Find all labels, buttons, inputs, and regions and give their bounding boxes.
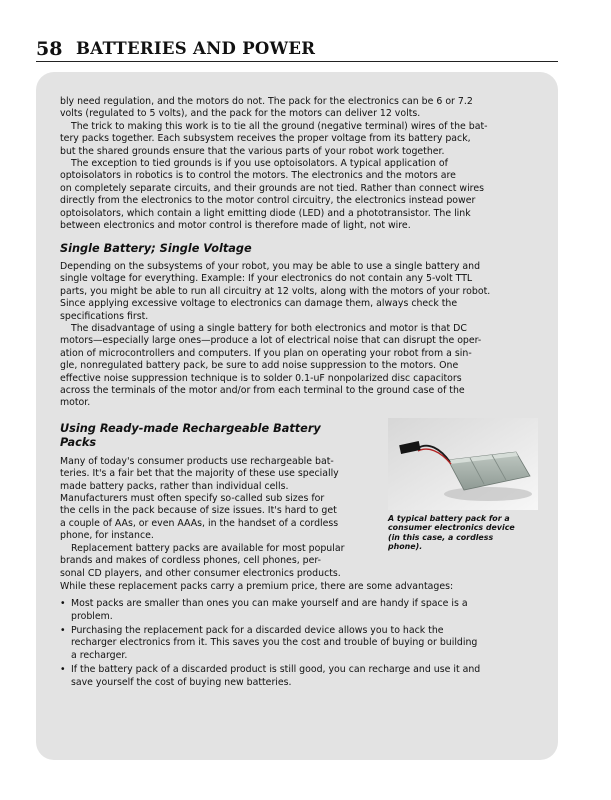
text-line: a couple of AAs, or even AAAs, in the handset of a cordless	[60, 517, 339, 529]
text-line: Manufacturers must often specify so-called sub sizes for	[60, 493, 325, 505]
photo-caption	[388, 514, 538, 552]
list-item	[60, 625, 538, 662]
text-line: but the shared grounds ensure that the various parts of your robot work together.	[60, 145, 445, 157]
text-line: Depending on the subsystems of your robot, you may be able to use a single battery and	[60, 260, 481, 272]
caption-line: phone).	[388, 542, 423, 552]
text-line: phone, for instance.	[60, 530, 154, 542]
chapter-title: BATTERIES AND POWER	[76, 39, 316, 58]
text-line: The exception to tied grounds is if you use optoisolators. A typical application of	[71, 158, 448, 170]
paragraph-grounds	[60, 121, 538, 158]
paragraph-noise	[60, 323, 538, 410]
caption-line: consumer electronics device	[388, 523, 515, 533]
text-line: single voltage for everything. Example: If your electronics do not contain any 5-volt TTL	[60, 273, 473, 285]
text-line: Many of today's consumer products use rechargeable bat-	[60, 455, 334, 467]
text-line: save yourself the cost of buying new batteries.	[71, 676, 292, 688]
header-rule	[36, 61, 558, 62]
list-item	[60, 598, 538, 623]
bullet-marker: •	[60, 598, 66, 610]
section-heading-rechargeable-packs	[60, 422, 378, 451]
page-content	[60, 96, 538, 691]
page-number: 58	[36, 38, 63, 60]
text-line: across the terminals of the motor and/or from each terminal to the ground case of the	[60, 385, 465, 397]
text-line: bly need regulation, and the motors do not. The pack for the electronics can be 6 or 7.2	[60, 96, 473, 107]
text-line: Since applying excessive voltage to electronics can damage them, always check the	[60, 298, 458, 310]
text-line: Purchasing the replacement pack for a discarded device allows you to hack the	[71, 625, 444, 637]
paragraph-advantages-intro: While these replacement packs carry a premium price, there are some advantages:	[60, 580, 454, 592]
paragraph-consumer-products	[60, 456, 378, 543]
text-line: effective noise suppression technique is to solder 0.1-uF nonpolarized disc capacitors	[60, 372, 462, 384]
text-line: made battery packs, rather than individual cells.	[60, 480, 289, 492]
paragraph-single-voltage	[60, 261, 538, 323]
text-line: motors—especially large ones—produce a lot of electrical noise that can disrupt the oper-	[60, 335, 482, 347]
text-line: Replacement battery packs are available for most popular	[71, 542, 345, 554]
caption-line: (in this case, a cordless	[388, 532, 494, 542]
text-line: The trick to making this work is to tie all the ground (negative terminal) wires of the bat-	[71, 120, 488, 132]
bullet-marker: •	[60, 625, 66, 637]
paragraph-replacement-packs	[60, 543, 378, 580]
section-heading-single-battery: Single Battery; Single Voltage	[60, 242, 252, 256]
text-line: recharger electronics from it. This saves you the cost and trouble of buying or building	[71, 637, 478, 649]
advantages-list	[60, 598, 538, 689]
text-line: teries. It's a fair bet that the majority of these use specially	[60, 468, 339, 480]
paragraph-intro	[60, 96, 538, 121]
battery-pack-section	[60, 422, 538, 581]
battery-pack-image	[388, 418, 538, 510]
text-line: volts (regulated to 5 volts), and the pack for the motors can deliver 12 volts.	[60, 108, 421, 120]
text-line: gle, nonregulated battery pack, be sure to add noise suppression to the motors. One	[60, 360, 459, 372]
text-line: tery packs together. Each subsystem receives the proper voltage from its battery pack,	[60, 133, 471, 145]
page-header	[36, 38, 558, 64]
text-line: problem.	[71, 610, 113, 622]
battery-pack-photo	[388, 418, 538, 510]
text-line: on completely separate circuits, and their grounds are not tied. Rather than connect wires	[60, 182, 484, 194]
paragraph-optoisolators	[60, 158, 538, 232]
bullet-marker: •	[60, 664, 66, 676]
heading-line: Using Ready-made Rechargeable Battery	[60, 421, 321, 435]
text-line: Most packs are smaller than ones you can make yourself and are handy if space is a	[71, 598, 468, 610]
text-line: ation of microcontrollers and computers. If you plan on operating your robot from a sin-	[60, 347, 472, 359]
text-line: brands and makes of cordless phones, cell phones, per-	[60, 555, 322, 567]
text-line: the cells in the pack because of size issues. It's hard to get	[60, 505, 337, 517]
text-line: a recharger.	[71, 649, 128, 661]
text-line: If the battery pack of a discarded product is still good, you can recharge and use it and	[71, 664, 481, 676]
text-line: The disadvantage of using a single battery for both electronics and motor is that DC	[71, 323, 467, 334]
heading-line: Packs	[60, 436, 97, 450]
battery-pack-text	[60, 422, 378, 580]
caption-line: A typical battery pack for a	[388, 513, 510, 523]
text-line: directly from the electronics to the motor control circuitry, the electronics instead power	[60, 195, 476, 207]
text-line: optoisolators in robotics is to control the motors. The electronics and the motors are	[60, 170, 456, 182]
text-line: specifications first.	[60, 310, 149, 322]
text-line: between electronics and motor control is therefore made of light, not wire.	[60, 220, 411, 232]
text-line: sonal CD players, and other consumer electronics products.	[60, 567, 341, 579]
list-item	[60, 664, 538, 689]
text-line: motor.	[60, 397, 91, 409]
text-line: parts, you might be able to run all circuitry at 12 volts, along with the motors of your robot.	[60, 285, 491, 297]
text-line: optoisolators, which contain a light emitting diode (LED) and a phototransistor. The link	[60, 207, 471, 219]
